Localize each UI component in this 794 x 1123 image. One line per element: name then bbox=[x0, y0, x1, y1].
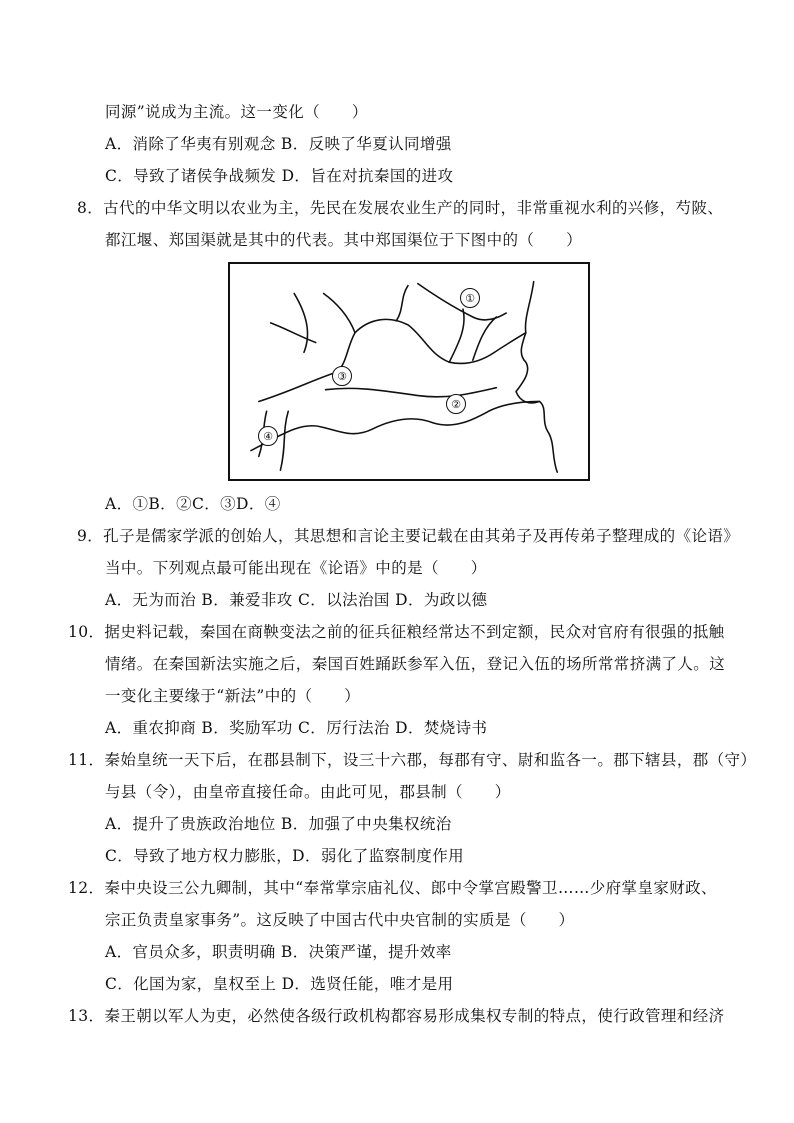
q11-options-ab: A．提升了贵族政治地位 B．加强了中央集权统治 bbox=[105, 815, 452, 833]
tributary-n2 bbox=[396, 286, 408, 321]
yangtze-river bbox=[251, 401, 540, 450]
coastline bbox=[516, 282, 557, 472]
q12-stem-line2: 宗正负责皇家事务”。这反映了中国古代中央官制的实质是（ ） bbox=[105, 911, 575, 929]
q8-stem-line1: 8．古代的中华文明以农业为主，先民在发展农业生产的同时，非常重视水利的兴修，芍陂、 bbox=[77, 199, 724, 217]
q9-stem-line2: 当中。下列观点最可能出现在《论语》中的是（ ） bbox=[105, 559, 487, 577]
q11-stem-line2: 与县（令），由皇帝直接任命。由此可见，郡县制（ ） bbox=[105, 783, 511, 801]
q11-stem-line1: 11．秦始皇统一天下后，在郡县制下，设三十六郡，每郡有守、尉和监各一。郡下辖县，郡（守） bbox=[68, 751, 757, 769]
q12-options-ab: A．官员众多，职责明确 B．决策严谨，提升效率 bbox=[105, 943, 452, 961]
q10-stem-line3: 一变化主要缘于“新法”中的（ ） bbox=[105, 687, 361, 705]
marker-2: ② bbox=[446, 394, 466, 414]
sw-river-2 bbox=[280, 411, 288, 470]
q10-stem-line1: 10．据史料记载，秦国在商鞅变法之前的征兵征粮经常达不到定额，民众对官府有很强的抵触 bbox=[68, 623, 725, 641]
marker-1: ① bbox=[460, 288, 480, 308]
q7-options-ab: A．消除了华夷有别观念 B．反映了华夏认同增强 bbox=[105, 135, 452, 153]
tributary-n1 bbox=[324, 293, 355, 332]
q8-options: A．①B．②C．③D．④ bbox=[105, 495, 281, 513]
nw-branch bbox=[271, 323, 316, 343]
marker-3: ③ bbox=[332, 366, 352, 386]
middle-river bbox=[326, 388, 497, 397]
nw-river bbox=[294, 293, 307, 352]
q9-stem-line1: 9．孔子是儒家学派的创始人，其思想和言论主要记载在由其弟子及再传弟子整理成的《论语》 bbox=[77, 527, 740, 545]
q8-stem-line2: 都江堰、郑国渠就是其中的代表。其中郑国渠位于下图中的（ ） bbox=[105, 231, 583, 249]
q12-stem-line1: 12．秦中央设三公九卿制，其中“奉常掌宗庙礼仪、郎中令掌宫殿警卫……少府掌皇家财政、 bbox=[68, 879, 717, 897]
q7-stem-tail: 同源”说成为主流。这一变化（ ） bbox=[105, 103, 368, 121]
q9-options: A．无为而治 B．兼爱非攻 C．以法治国 D．为政以德 bbox=[105, 591, 488, 609]
q11-options-cd: C．导致了地方权力膨胀，D．弱化了监察制度作用 bbox=[105, 847, 464, 865]
tributary-n3 bbox=[449, 309, 464, 362]
marker-4: ④ bbox=[258, 426, 278, 446]
yellow-river bbox=[259, 319, 526, 401]
q12-options-cd: C．化国为家，皇权至上 D．选贤任能，唯才是用 bbox=[105, 975, 454, 993]
q10-options: A．重农抑商 B．奖励军功 C．厉行法治 D．焚烧诗书 bbox=[105, 719, 488, 737]
q7-options-cd: C．导致了诸侯争战频发 D．旨在对抗秦国的进攻 bbox=[105, 167, 454, 185]
map-drawing bbox=[230, 264, 588, 479]
q10-stem-line2: 情绪。在秦国新法实施之后，秦国百姓踊跃参军入伍，登记入伍的场所常常挤满了人。这 bbox=[105, 655, 726, 673]
q8-map bbox=[228, 262, 590, 481]
q13-stem-line1: 13．秦王朝以军人为吏，必然使各级行政机构都容易形成集权专制的特点，使行政管理和经济 bbox=[68, 1007, 725, 1025]
